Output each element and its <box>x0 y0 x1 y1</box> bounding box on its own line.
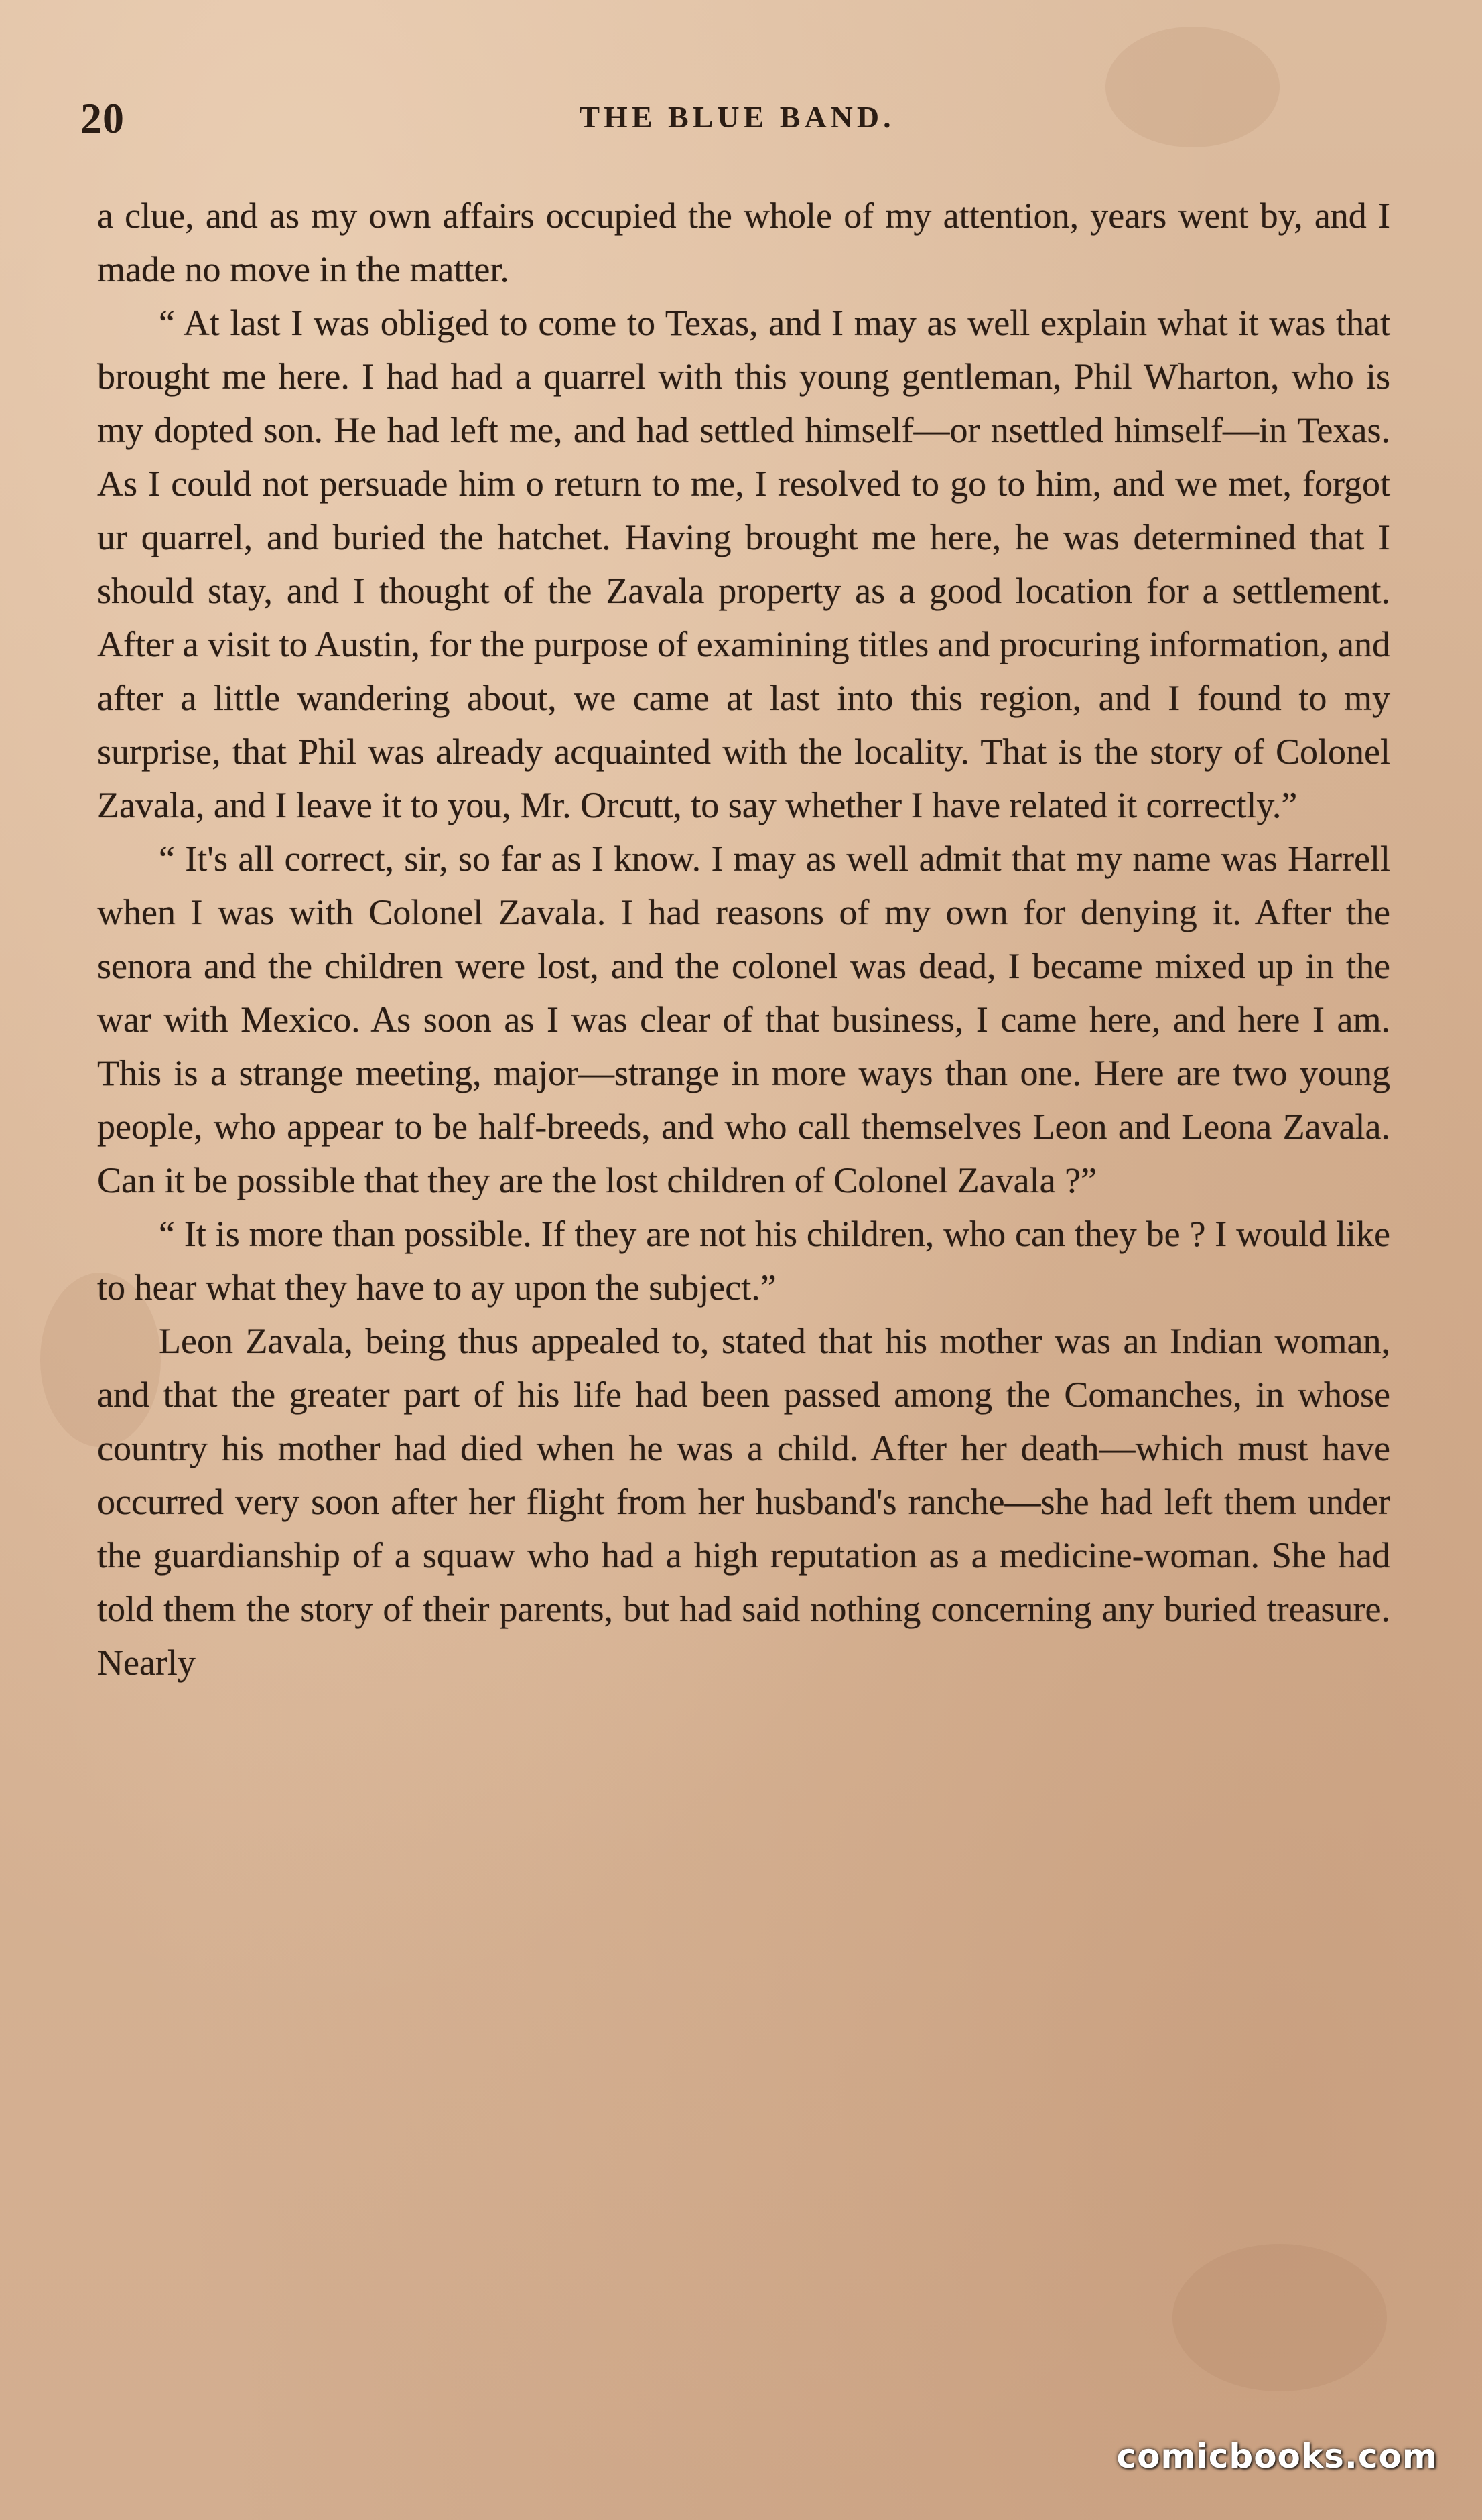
paragraph: Leon Zavala, being thus appealed to, stated that his mother was an Indian woman, and that the greater part of his life had been passed among the Comanches, in whose country his mother had died when he was a child. After her death—which must have occurred very soon after her flight from her husband's ranche—she had left them under the guardianship of a squaw who had a high reputation as a medicine-woman. She had told them the story of their parents, but had said nothing concerning any buried treasure. Nearly <box>97 1321 1390 1683</box>
body-text <box>97 189 1390 1689</box>
page-number: 20 <box>80 94 125 142</box>
running-head: THE BLUE BAND. <box>579 100 895 134</box>
site-watermark: comicbooks.com <box>1116 2437 1438 2476</box>
paragraph: “ It's all correct, sir, so far as I know. I may as well admit that my name was Harrell when I was with Colonel Zavala. I had reasons of my own for denying it. After the senora and the children were lost, and the colonel was dead, I became mixed up in the war with Mexico. As soon as I was clear of that business, I came here, and here I am. This is a strange meeting, major—strange in more ways than one. Here are two young people, who appear to be half-breeds, and who call themselves Leon and Leona Zavala. Can it be possible that they are the lost children of Colonel Zavala ?” <box>97 839 1390 1200</box>
paragraph: “ It is more than possible. If they are not his children, who can they be ? I would like to hear what they have to ay upon the subject.” <box>97 1214 1390 1308</box>
page-header <box>80 94 1394 147</box>
paper-stain <box>1172 2244 1387 2391</box>
paragraph: a clue, and as my own affairs occupied the whole of my attention, years went by, and I made no move in the matter. <box>97 196 1390 289</box>
paragraph: “ At last I was obliged to come to Texas, and I may as well explain what it was that brought me here. I had had a quarrel with this young gentleman, Phil Wharton, who is my dopted son. He had left me, and had settled himself—or nsettled himself—in Texas. As I could not persuade him o return to me, I resolved to go to him, and we met, forgot ur quarrel, and buried the hatchet. Having brought me here, he was determined that I should stay, and I thought of the Zavala property as a good location for a settlement. After a visit to Austin, for the purpose of examining titles and procuring information, and after a little wandering about, we came at last into this region, and I found to my surprise, that Phil was already acquainted with the locality. That is the story of Colonel Zavala, and I leave it to you, Mr. Orcutt, to say whether I have related it correctly.” <box>97 303 1390 825</box>
